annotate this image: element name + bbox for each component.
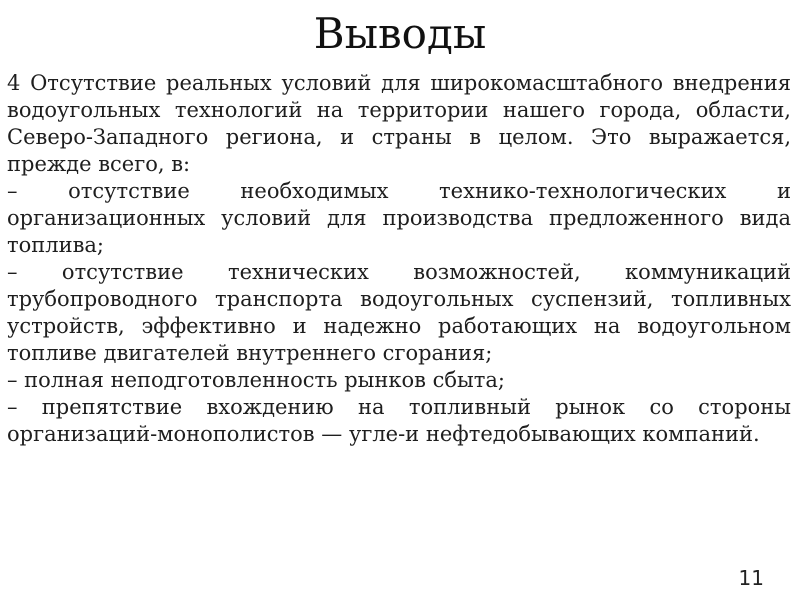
intro-paragraph: 4 Отсутствие реальных условий для широкомасштабного внедрения водоугольных технологий на территории нашего города, области, Северо-Западного региона, и страны в целом. Это выражается, прежде всего, в:	[7, 71, 791, 176]
list-item: – полная неподготовленность рынков сбыта;	[7, 368, 505, 392]
slide-body	[7, 70, 791, 448]
list-item: – отсутствие технических возможностей, коммуникаций трубопроводного транспорта водоугольных суспензий, топливных устройств, эффективно и надежно работающих на водоугольном топливе двигателей внутреннего сгорания;	[7, 260, 791, 365]
slide-title: Выводы	[313, 9, 487, 58]
page-number: 11	[738, 566, 764, 590]
list-item: – отсутствие необходимых технико-технологических и организационных условий для производства предложенного вида топлива;	[7, 179, 791, 257]
list-item: – препятствие вхождению на топливный рынок со стороны организаций-монополистов — угле-и нефтедобывающих компаний.	[7, 395, 791, 446]
